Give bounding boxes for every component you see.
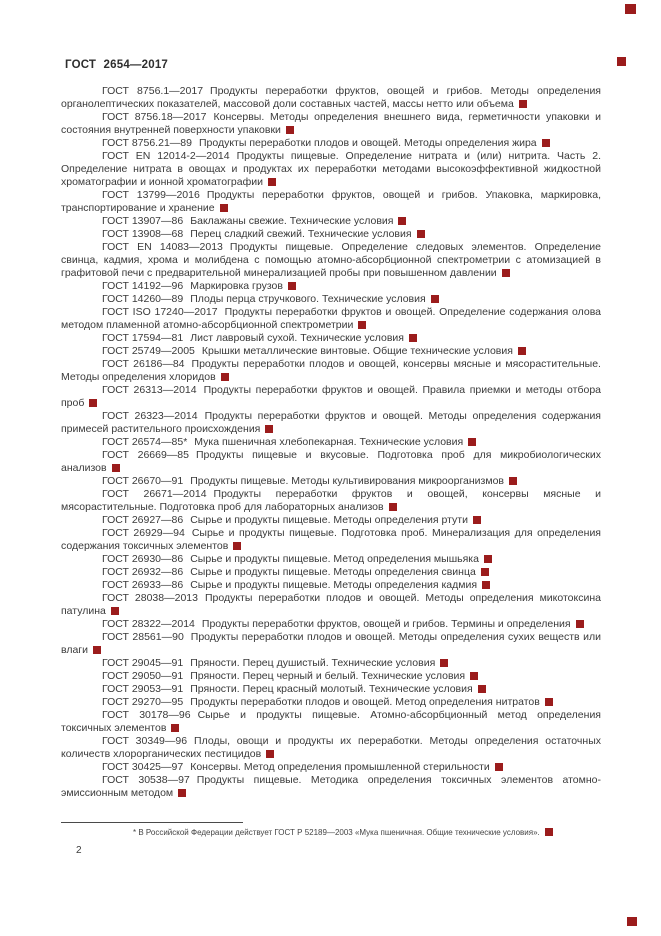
gost-title: Маркировка грузов: [190, 280, 283, 292]
gost-code: ГОСТ 8756.18—2017: [102, 111, 207, 123]
gost-title: Продукты переработки плодов и овощей. Методы определения жира: [198, 137, 537, 149]
gost-code: ГОСТ 28561—90: [102, 631, 184, 643]
paragraph-end-marker: [111, 607, 119, 615]
gost-title: Пряности. Перец красный молотый. Технические условия: [190, 683, 473, 695]
gost-code: ГОСТ 8756.1—2017: [102, 85, 204, 97]
gost-code: ГОСТ 13907—86: [102, 215, 184, 227]
reference-entry: [61, 761, 601, 774]
paragraph-end-marker: [542, 139, 550, 147]
reference-entry: [61, 436, 601, 449]
gost-code: ГОСТ 29053—91: [102, 683, 184, 695]
reference-entry: [61, 280, 601, 293]
red-square-marker-bottom-right: [627, 917, 637, 926]
gost-code: ГОСТ 29270—95: [102, 696, 184, 708]
reference-entry: [61, 384, 601, 410]
gost-title: Сырье и продукты пищевые. Метод определения мышьяка: [190, 553, 479, 565]
red-square-marker-top-right: [625, 4, 636, 14]
paragraph-end-marker: [89, 399, 97, 407]
paragraph-end-marker: [286, 126, 294, 134]
footnote: [61, 827, 609, 838]
references-list: [61, 85, 601, 800]
paragraph-end-marker: [502, 269, 510, 277]
gost-code: ГОСТ 28038—2013: [102, 592, 198, 604]
reference-entry: [61, 709, 601, 735]
reference-entry: [61, 215, 601, 228]
gost-code: ГОСТ 26927—86: [102, 514, 184, 526]
gost-title: Консервы. Метод определения промышленной стерильности: [190, 761, 490, 773]
gost-code: ГОСТ 26186—84: [102, 358, 185, 370]
reference-entry: [61, 683, 601, 696]
gost-title: Сырье и продукты пищевые. Методы определения кадмия: [190, 579, 478, 591]
gost-title: Продукты переработки плодов и овощей. Методы определения микотоксина патулина: [61, 592, 601, 617]
paragraph-end-marker: [398, 217, 406, 225]
gost-code: ГОСТ 26670—91: [102, 475, 184, 487]
reference-entry: [61, 410, 601, 436]
gost-title: Продукты переработки фруктов, овощей и грибов. Упаковка, маркировка, транспортирование и хранение: [61, 189, 601, 214]
reference-entry: [61, 345, 601, 358]
gost-title: Продукты пищевые и вкусовые. Подготовка проб для микробиологических анализов: [61, 449, 601, 474]
paragraph-end-marker: [576, 620, 584, 628]
reference-entry: [61, 696, 601, 709]
paragraph-end-marker: [481, 568, 489, 576]
gost-title: Продукты переработки фруктов, овощей и грибов. Термины и определения: [201, 618, 571, 630]
reference-entry: [61, 475, 601, 488]
gost-title: Продукты переработки плодов и овощей. Методы определения сухих веществ или влаги: [61, 631, 601, 656]
gost-code: ГОСТ 26574—85*: [102, 436, 188, 448]
reference-entry: [61, 150, 601, 189]
reference-entry: [61, 631, 601, 657]
reference-entry: [61, 111, 601, 137]
gost-title: Сырье и продукты пищевые. Подготовка проб. Минерализация для определения содержания токсичных элементов: [61, 527, 601, 552]
reference-entry: [61, 774, 601, 800]
gost-title: Баклажаны свежие. Технические условия: [190, 215, 394, 227]
paragraph-end-marker: [478, 685, 486, 693]
reference-entry: [61, 566, 601, 579]
reference-entry: [61, 189, 601, 215]
gost-code: ГОСТ 26323—2014: [102, 410, 198, 422]
gost-code: ГОСТ 13799—2016: [102, 189, 200, 201]
gost-title: Продукты переработки фруктов и овощей. Методы определения содержания примесей растительного происхождения: [61, 410, 601, 435]
reference-entry: [61, 228, 601, 241]
footnote-text: * В Российской Федерации действует ГОСТ Р 52189—2003 «Мука пшеничная. Общие технические условия».: [133, 828, 540, 837]
gost-title: Мука пшеничная хлебопекарная. Технические условия: [194, 436, 464, 448]
gost-code: ГОСТ 26930—86: [102, 553, 184, 565]
footnote-separator: [61, 822, 243, 823]
gost-title: Пряности. Перец душистый. Технические условия: [190, 657, 436, 669]
gost-code: ГОСТ 29050—91: [102, 670, 184, 682]
paragraph-end-marker: [473, 516, 481, 524]
paragraph-end-marker: [220, 204, 228, 212]
paragraph-end-marker: [233, 542, 241, 550]
paragraph-end-marker: [495, 763, 503, 771]
red-square-marker-header-row: [617, 57, 626, 66]
gost-title: Пряности. Перец черный и белый. Технические условия: [190, 670, 466, 682]
gost-title: Продукты переработки фруктов и овощей. Правила приемки и методы отбора проб: [61, 384, 601, 409]
paragraph-end-marker: [518, 347, 526, 355]
gost-code: ГОСТ 8756.21—89: [102, 137, 192, 149]
paragraph-end-marker: [358, 321, 366, 329]
gost-code: ГОСТ 29045—91: [102, 657, 184, 669]
reference-entry: [61, 735, 601, 761]
gost-title: Продукты переработки фруктов, овощей и грибов. Методы определения органолептических показателей, массовой доли составных частей, массы нетто или объема: [61, 85, 601, 110]
reference-entry: [61, 449, 601, 475]
paragraph-end-marker: [468, 438, 476, 446]
paragraph-end-marker: [431, 295, 439, 303]
gost-code: ГОСТ 26933—86: [102, 579, 184, 591]
gost-code: ГОСТ ISO 17240—2017: [102, 306, 218, 318]
paragraph-end-marker: [221, 373, 229, 381]
gost-code: ГОСТ 26929—94: [102, 527, 185, 539]
gost-title: Продукты переработки фруктов и овощей. Определение содержания олова методом пламенной атомно-абсорбционной спектрометрии: [61, 306, 601, 331]
reference-entry: [61, 527, 601, 553]
gost-code: ГОСТ 26669—85: [102, 449, 189, 461]
paragraph-end-marker: [93, 646, 101, 654]
paragraph-end-marker: [266, 750, 274, 758]
paragraph-end-marker: [171, 724, 179, 732]
reference-entry: [61, 241, 601, 280]
gost-title: Консервы. Методы определения внешнего вида, герметичности упаковки и состояния внутренней поверхности упаковки: [61, 111, 601, 136]
gost-title: Сырье и продукты пищевые. Методы определения ртути: [190, 514, 468, 526]
paragraph-end-marker: [288, 282, 296, 290]
gost-code: ГОСТ EN 12014-2—2014: [102, 150, 230, 162]
gost-code: ГОСТ 30538—97: [102, 774, 190, 786]
gost-title: Продукты пищевые. Определение нитрата и (или) нитрита. Часть 2. Определение нитрата в овощах и продуктах их переработки методами высокоэффективной жидкостной хроматографии и ионной хроматографии: [61, 150, 601, 188]
gost-code: ГОСТ 28322—2014: [102, 618, 195, 630]
gost-title: Перец сладкий свежий. Технические условия: [190, 228, 412, 240]
gost-title: Продукты переработки плодов и овощей, консервы мясные и мясорастительные. Методы определения хлоридов: [61, 358, 601, 383]
gost-code: ГОСТ 30349—96: [102, 735, 188, 747]
gost-code: ГОСТ 26313—2014: [102, 384, 197, 396]
paragraph-end-marker: [417, 230, 425, 238]
gost-title: Плоды перца стручкового. Технические условия: [190, 293, 426, 305]
reference-entry: [61, 85, 601, 111]
reference-entry: [61, 553, 601, 566]
paragraph-end-marker: [178, 789, 186, 797]
gost-title: Продукты переработки плодов и овощей. Метод определения нитратов: [190, 696, 540, 708]
reference-entry: [61, 670, 601, 683]
reference-entry: [61, 358, 601, 384]
paragraph-end-marker: [389, 503, 397, 511]
reference-entry: [61, 137, 601, 150]
reference-entry: [61, 592, 601, 618]
paragraph-end-marker: [112, 464, 120, 472]
paragraph-end-marker: [509, 477, 517, 485]
reference-entry: [61, 514, 601, 527]
paragraph-end-marker: [519, 100, 527, 108]
gost-title: Лист лавровый сухой. Технические условия: [190, 332, 404, 344]
reference-entry: [61, 488, 601, 514]
paragraph-end-marker: [440, 659, 448, 667]
gost-title: Сырье и продукты пищевые. Методы определения свинца: [190, 566, 476, 578]
gost-code: ГОСТ 25749—2005: [102, 345, 195, 357]
gost-code: ГОСТ EN 14083—2013: [102, 241, 223, 253]
gost-code: ГОСТ 13908—68: [102, 228, 184, 240]
gost-code: ГОСТ 26671—2014: [102, 488, 207, 500]
paragraph-end-marker: [545, 698, 553, 706]
reference-entry: [61, 618, 601, 631]
reference-entry: [61, 332, 601, 345]
gost-title: Сырье и продукты пищевые. Атомно-абсорбционный метод определения токсичных элементов: [61, 709, 601, 734]
reference-entry: [61, 657, 601, 670]
gost-title: Продукты пищевые. Методы культивирования микроорганизмов: [190, 475, 504, 487]
footnote-end-marker: [545, 828, 553, 836]
gost-code: ГОСТ 14192—96: [102, 280, 184, 292]
paragraph-end-marker: [409, 334, 417, 342]
gost-code: ГОСТ 30178—96: [102, 709, 191, 721]
paragraph-end-marker: [482, 581, 490, 589]
page-title: ГОСТ 2654—2017: [65, 59, 169, 71]
gost-code: ГОСТ 30425—97: [102, 761, 184, 773]
paragraph-end-marker: [470, 672, 478, 680]
paragraph-end-marker: [484, 555, 492, 563]
reference-entry: [61, 579, 601, 592]
reference-entry: [61, 293, 601, 306]
gost-code: ГОСТ 17594—81: [102, 332, 184, 344]
gost-title: Продукты пищевые. Методика определения токсичных элементов атомно-эмиссионным методом: [61, 774, 601, 799]
reference-entry: [61, 306, 601, 332]
gost-code: ГОСТ 26932—86: [102, 566, 184, 578]
gost-title: Плоды, овощи и продукты их переработки. Методы определения остаточных количеств хлорорганических пестицидов: [61, 735, 601, 760]
gost-code: ГОСТ 14260—89: [102, 293, 184, 305]
page-number: 2: [76, 845, 82, 856]
gost-title: Продукты пищевые. Определение следовых элементов. Определение свинца, кадмия, хрома и молибдена с помощью атомно-абсорбционной спектрометрии с атомизацией в графитовой печи с предварительной минерализацией пробы при повышенном давлении: [61, 241, 602, 279]
gost-title: Продукты переработки фруктов и овощей, консервы мясные и мясорастительные. Подготовка проб для лабораторных анализов: [61, 488, 601, 513]
paragraph-end-marker: [268, 178, 276, 186]
gost-title: Крышки металлические винтовые. Общие технические условия: [201, 345, 513, 357]
paragraph-end-marker: [265, 425, 273, 433]
